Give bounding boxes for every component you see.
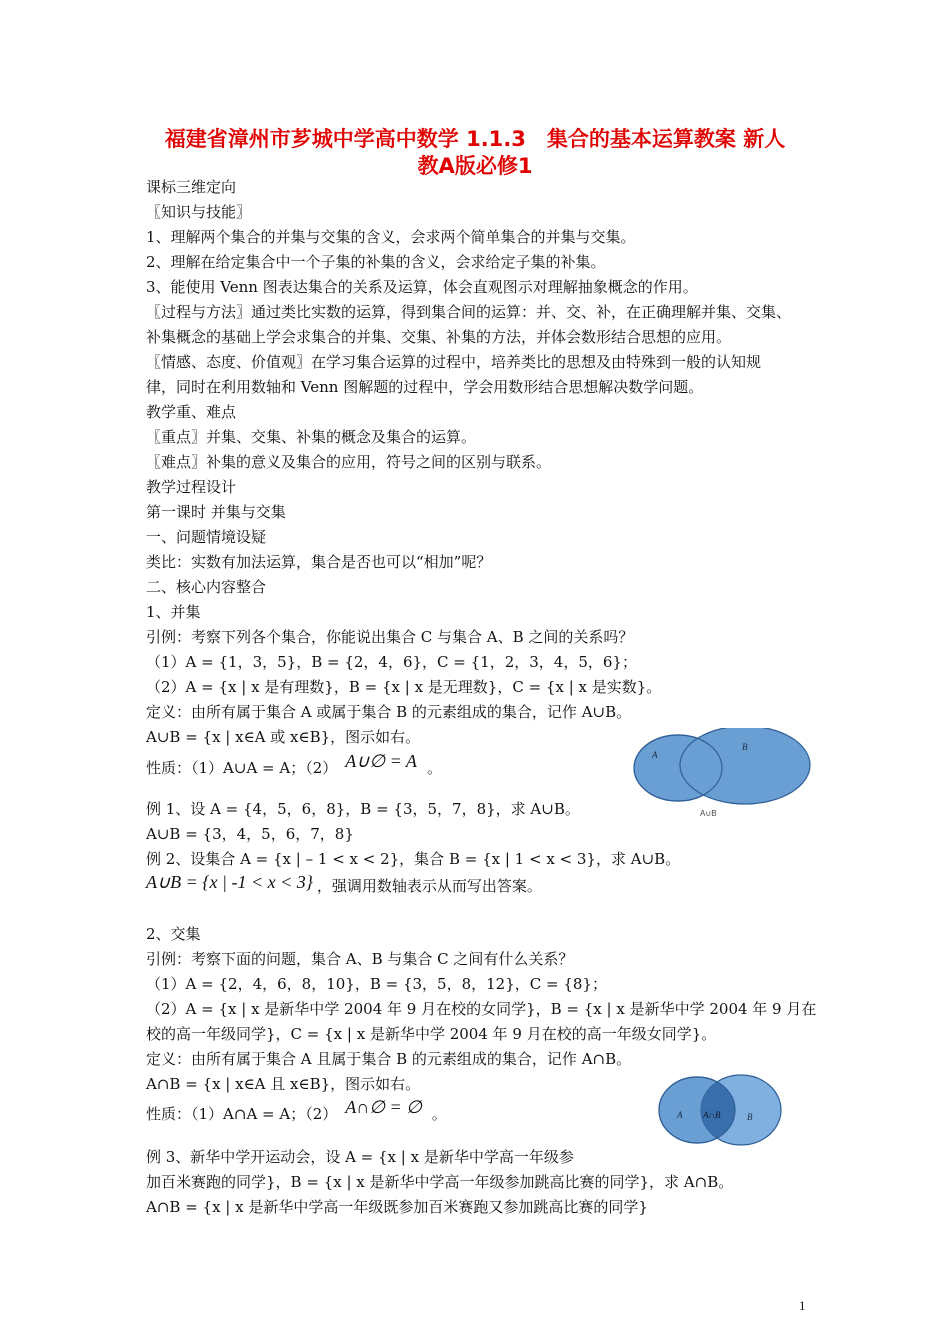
intersection-empty-end: 。 bbox=[431, 1105, 447, 1123]
property-union-line bbox=[146, 751, 442, 777]
text-line: 1、并集 bbox=[146, 603, 201, 621]
text-line: A∩B = {x | x∈A 且 x∈B}，图示如右。 bbox=[146, 1075, 421, 1093]
text-line: A∩B = {x | x 是新华中学高一年级既参加百米赛跑又参加跳高比赛的同学} bbox=[146, 1198, 648, 1216]
text-line: 定义：由所有属于集合 A 或属于集合 B 的元素组成的集合，记作 A∪B。 bbox=[146, 703, 632, 721]
text-line: （1）A = {2，4，6，8，10}，B = {3，5，8，12}，C = {8}； bbox=[146, 975, 607, 993]
text-line: 〖情感、态度、价值观〗在学习集合运算的过程中，培养类比的思想及由特殊到一般的认知规 bbox=[146, 353, 762, 371]
intersection-empty-formula: A∩∅ = ∅ bbox=[345, 1097, 422, 1117]
union-empty-formula: A∪∅ = A bbox=[345, 751, 417, 771]
text-line: 〖过程与方法〗通过类比实数的运算，得到集合间的运算：并、交、补，在正确理解并集、交集、 bbox=[146, 303, 792, 321]
text-line: 定义：由所有属于集合 A 且属于集合 B 的元素组成的集合，记作 A∩B。 bbox=[146, 1050, 632, 1068]
text-line: 引例：考察下面的问题，集合 A、B 与集合 C 之间有什么关系？ bbox=[146, 950, 574, 968]
text-line: 〖难点〗补集的意义及集合的应用，符号之间的区别与联系。 bbox=[146, 453, 552, 471]
text-line: 3、能使用 Venn 图表达集合的关系及运算，体会直观图示对理解抽象概念的作用。 bbox=[146, 278, 698, 296]
text-line: 补集概念的基础上学会求集合的并集、交集、补集的方法，并体会数形结合思想的应用。 bbox=[146, 328, 732, 346]
title-line-1: 福建省漳州市芗城中学高中数学 1.1.3 集合的基本运算教案 新人 bbox=[164, 127, 786, 151]
property-intersection-label: 性质：（1）A∩A = A；（2） bbox=[146, 1105, 338, 1123]
property-intersection-line bbox=[146, 1097, 447, 1123]
text-line: 〖重点〗并集、交集、补集的概念及集合的运算。 bbox=[146, 428, 477, 446]
text-line: 1、理解两个集合的并集与交集的含义，会求两个简单集合的并集与交集。 bbox=[146, 228, 636, 246]
text-line: （1）A = {1，3，5}，B = {2，4，6}，C = {1，2，3，4，5，6}； bbox=[146, 653, 637, 671]
page-number: 1 bbox=[799, 1298, 806, 1313]
text-line: 2、交集 bbox=[146, 925, 201, 943]
union-venn-diagram bbox=[632, 728, 812, 820]
text-line: 二、核心内容整合 bbox=[146, 578, 267, 596]
title-line-2: 教A版必修1 bbox=[417, 154, 533, 178]
text-line: A∪B = {3，4，5，6，7，8} bbox=[146, 825, 354, 843]
property-union-label: 性质：（1）A∪A = A；（2） bbox=[146, 759, 338, 777]
text-line: 2、理解在给定集合中一个子集的补集的含义，会求给定子集的补集。 bbox=[146, 253, 606, 271]
venn-label-b: B bbox=[747, 1112, 753, 1122]
text-line: 例 1、设 A = {4，5，6，8}，B = {3，5，7，8}，求 A∪B。 bbox=[146, 800, 580, 818]
venn-label-ab: A∩B bbox=[703, 1110, 721, 1120]
text-line: 一、问题情境设疑 bbox=[146, 528, 267, 546]
document-title bbox=[140, 126, 810, 180]
text-line: 教学过程设计 bbox=[146, 478, 237, 496]
text-line: 类比：实数有加法运算，集合是否也可以“相加”呢？ bbox=[146, 553, 492, 571]
text-line: 〖知识与技能〗 bbox=[146, 203, 252, 221]
venn-label-b: B bbox=[742, 742, 748, 752]
text-line: A∪B = {x | x∈A 或 x∈B}，图示如右。 bbox=[146, 728, 421, 746]
text-line: 引例：考察下列各个集合，你能说出集合 C 与集合 A、B 之间的关系吗？ bbox=[146, 628, 634, 646]
text-line: 课标三维定向 bbox=[146, 178, 237, 196]
venn-label-a: A bbox=[652, 750, 658, 760]
text-line: 律，同时在利用数轴和 Venn 图解题的过程中，学会用数形结合思想解决数学问题。 bbox=[146, 378, 704, 396]
text-line: 第一课时 并集与交集 bbox=[146, 503, 286, 521]
text-line: 例 3、新华中学开运动会，设 A = {x | x 是新华中学高一年级参 bbox=[146, 1148, 574, 1166]
text-line: 校的高一年级同学}，C = {x | x 是新华中学 2004 年 9 月在校的高一年级女同学}。 bbox=[146, 1025, 717, 1043]
venn-label-a: A bbox=[677, 1110, 683, 1120]
text-line: 教学重、难点 bbox=[146, 403, 237, 421]
text-line: 例 2、设集合 A = {x | – 1 < x < 2}，集合 B = {x | 1 < x < 3}，求 A∪B。 bbox=[146, 850, 681, 868]
union-empty-end: 。 bbox=[426, 759, 442, 777]
text-line: 加百米赛跑的同学}，B = {x | x 是新华中学高一年级参加跳高比赛的同学}，求 A∩B。 bbox=[146, 1173, 734, 1191]
text-line: （2）A = {x | x 是有理数}，B = {x | x 是无理数}，C = {x | x 是实数}。 bbox=[146, 678, 662, 696]
union-interval-line bbox=[146, 872, 542, 895]
intersection-venn-diagram bbox=[655, 1072, 785, 1148]
text-line: （2）A = {x | x 是新华中学 2004 年 9 月在校的女同学}，B = {x | x 是新华中学 2004 年 9 月在 bbox=[146, 1000, 817, 1018]
union-interval-note: ，强调用数轴表示从而写出答案。 bbox=[316, 877, 542, 895]
union-interval-formula: A∪B = {x | -1 < x < 3} bbox=[146, 872, 313, 892]
venn-caption: A∪B bbox=[700, 809, 717, 818]
